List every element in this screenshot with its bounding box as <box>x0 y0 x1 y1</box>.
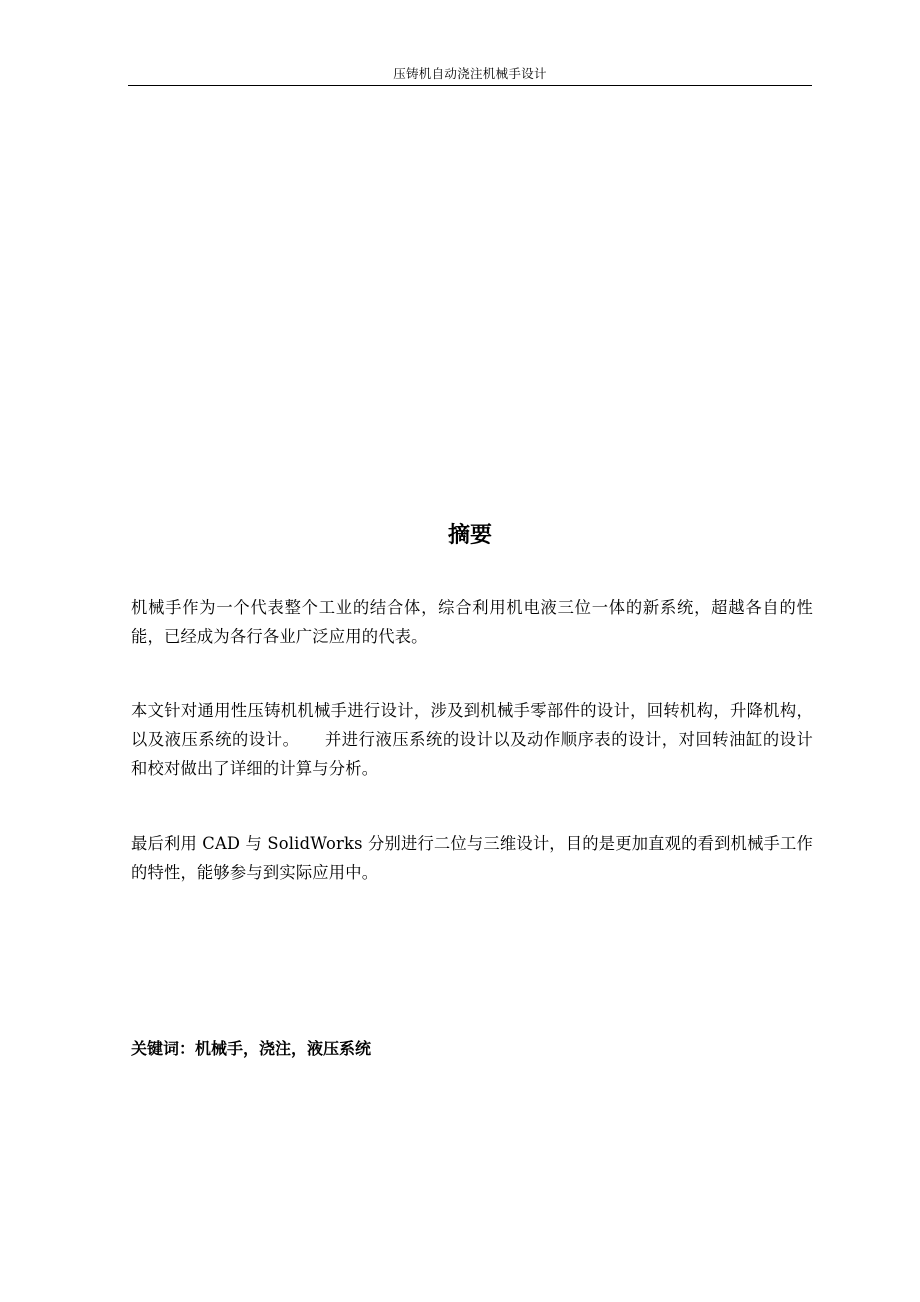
keywords-values: 机械手，浇注，液压系统 <box>195 1039 372 1058</box>
keywords-label: 关键词： <box>131 1039 196 1058</box>
page-header-title: 压铸机自动浇注机械手设计 <box>393 66 547 81</box>
abstract-paragraph-1: 机械手作为一个代表整个工业的结合体，综合利用机电液三位一体的新系统，超越各自的性能，已经成为各行各业广泛应用的代表。 <box>131 598 813 646</box>
abstract-paragraph-2: 本文针对通用性压铸机机械手进行设计，涉及到机械手零部件的设计，回转机构，升降机构，以及液压系统的设计。 并进行液压系统的设计以及动作顺序表的设计，对回转油缸的设计和校对做出了详细的计算与分析。 <box>131 701 813 778</box>
header-divider <box>128 85 812 86</box>
abstract-paragraph-3: 最后利用 CAD 与 SolidWorks 分别进行二位与三维设计，目的是更加直观的看到机械手工作的特性，能够参与到实际应用中。 <box>131 834 814 882</box>
keywords-line <box>131 1036 813 1062</box>
abstract-heading: 摘要 <box>447 523 492 548</box>
